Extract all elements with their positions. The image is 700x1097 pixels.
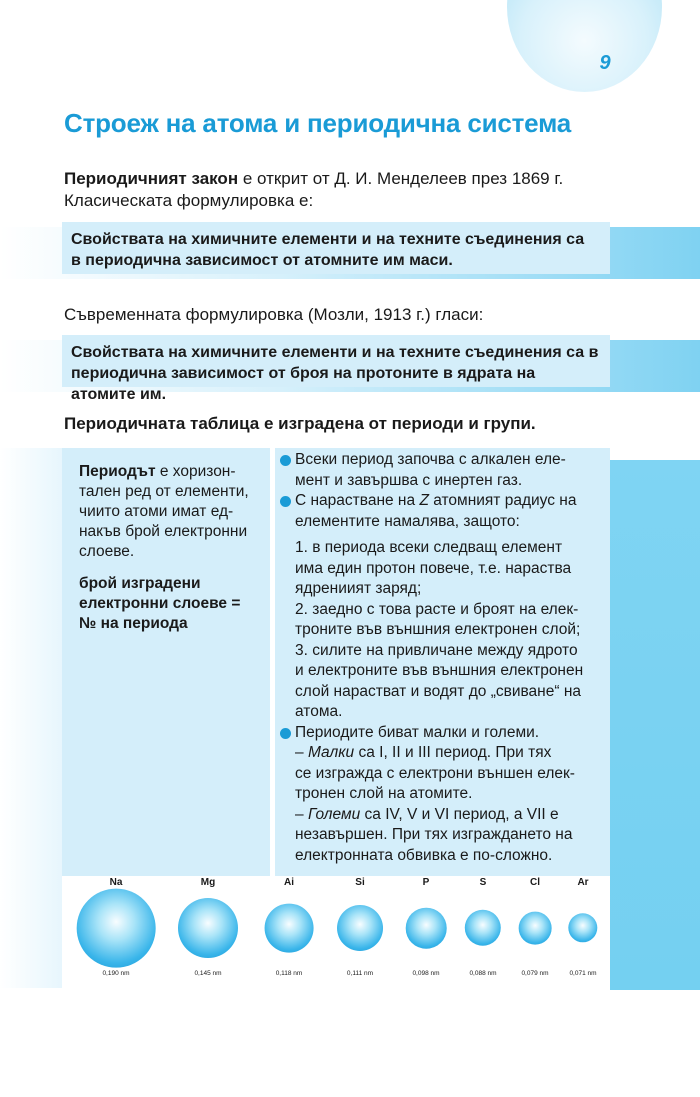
atom-radius-label: 0,190 nm — [102, 970, 130, 977]
atom-symbol: Si — [355, 877, 365, 888]
page-title: Строеж на атома и периодична система — [64, 108, 572, 138]
reason-line: слой нарастват и водят до „свиване“ на — [295, 682, 582, 700]
modern-formulation-line-1: Свойствата на химичните елементи и на техните съединения са в — [71, 344, 599, 361]
modern-formulation-line-2: периодична зависимост от броя на протоните в ядрата на атомите им. — [71, 365, 536, 403]
period-term: Периодът — [79, 463, 156, 480]
small-periods-term: Малки — [307, 744, 355, 761]
bullet-item — [295, 450, 602, 491]
bullet-2-pre: С нарастване на — [295, 492, 420, 509]
dash: – — [295, 744, 308, 761]
atom-ball — [77, 889, 156, 968]
atom-ball — [465, 910, 501, 946]
atom-ball — [519, 912, 552, 945]
reason-line: атома. — [295, 703, 343, 720]
atom-radius-label: 0,118 nm — [275, 970, 303, 977]
page-corner-circle — [507, 0, 662, 92]
atom-symbol: Cl — [530, 877, 540, 888]
period-definition-line-2: тален ред от елементи, — [79, 483, 249, 500]
classic-formulation-line-2: в периодична зависимост от атомните им маси. — [71, 252, 453, 269]
period-definition-line-3: чиито атоми имат ед- — [79, 503, 234, 520]
atom-symbol: P — [422, 877, 430, 888]
atom-symbol: Mg — [200, 877, 216, 888]
atom-radius-label: 0,145 nm — [194, 970, 222, 977]
period-definition — [79, 462, 256, 562]
period-definition-line-1: е хоризон- — [155, 463, 236, 480]
atomic-radius-illustration — [62, 876, 610, 990]
bullet-1-line-2: мент и завършва с инертен газ. — [295, 471, 523, 489]
reason-line: ядрениият заряд; — [295, 580, 422, 597]
reason-line: 2. заедно с това расте и броят на елек- — [295, 600, 579, 618]
atom-ball — [178, 898, 238, 958]
modern-formulation-label: Съвременната формулировка (Мозли, 1913 г.) гласи: — [64, 305, 484, 324]
classic-formulation-label: Класическата формулировка е: — [64, 191, 314, 210]
bullet-dot-icon — [280, 496, 291, 507]
right-decor-strip — [610, 460, 700, 990]
atom-radius-label: 0,098 nm — [412, 970, 440, 977]
atom-symbol: Na — [109, 877, 123, 888]
atom-radius-label: 0,111 nm — [346, 970, 374, 977]
atom-radius-label: 0,079 nm — [521, 970, 549, 977]
large-periods-text: са IV, V и VI период, а VII е — [360, 805, 559, 823]
period-rule-line-3: № на периода — [79, 615, 188, 632]
atom-ball — [265, 904, 314, 953]
period-definition-line-4: накъв брой електронни — [79, 523, 248, 540]
left-decor-band — [0, 448, 62, 988]
dash: – — [295, 805, 308, 823]
radius-reasons — [295, 538, 602, 723]
period-definition-line-5: слоеве. — [79, 543, 135, 560]
large-periods-line-3: електронната обвивка е по-сложно. — [295, 846, 553, 864]
reason-line: има един протон повече, т.е. нараства — [295, 559, 572, 577]
modern-formulation-box — [62, 335, 610, 403]
reason-line: троните във външния електронен слой; — [295, 621, 581, 638]
periodic-law-term: Периодичният закон — [64, 169, 239, 188]
small-periods-text: са I, II и III период. При тях — [354, 744, 552, 761]
large-periods-term: Големи — [307, 805, 361, 823]
periodic-table-heading: Периодичната таблица е изградена от периоди и групи. — [64, 414, 536, 433]
page-number: 9 — [599, 52, 611, 74]
period-facts-cell — [275, 448, 610, 876]
bullet-item — [295, 491, 602, 532]
atom-radius-label: 0,071 nm — [569, 970, 597, 977]
classic-formulation-box — [62, 222, 610, 274]
atomic-number-symbol: Z — [419, 492, 429, 509]
bullet-3-line-1: Периодите биват малки и големи. — [295, 723, 540, 741]
period-rule-line-2: електронни слоеве = — [79, 595, 241, 612]
atom-symbol: S — [479, 877, 487, 888]
period-definition-cell — [62, 448, 270, 876]
bullet-2-line-2: елементите намалява, защото: — [295, 512, 520, 530]
atom-radius-label: 0,088 nm — [469, 970, 497, 977]
bullet-2-post: атомният радиус на — [428, 492, 577, 509]
reason-line: 1. в периода всеки следващ елемент — [295, 539, 563, 556]
atom-ball — [337, 905, 383, 951]
bullet-dot-icon — [280, 455, 291, 466]
classic-formulation-line-1: Свойствата на химичните елементи и на техните съединения са — [71, 231, 585, 248]
bullet-item — [295, 723, 602, 867]
bullet-1-line-1: Всеки период започва с алкален еле- — [295, 451, 566, 468]
reason-line: 3. силите на привличане между ядрото — [295, 641, 578, 659]
atom-ball — [568, 913, 597, 942]
atom-symbol: Ar — [577, 877, 589, 888]
reason-line: и електроните във външния електронен — [295, 662, 584, 679]
atom-symbol: Ai — [284, 877, 294, 888]
atom-ball — [406, 908, 447, 949]
period-rule-line-1: брой изградени — [79, 575, 201, 592]
periodic-law-intro — [64, 168, 624, 212]
periodic-law-intro-text: е открит от Д. И. Менделеев през 1869 г. — [238, 169, 564, 188]
small-periods-line-2: се изгражда с електрони външен елек- — [295, 764, 575, 782]
bullet-dot-icon — [280, 728, 291, 739]
small-periods-line-3: тронен слой на атомите. — [295, 785, 473, 802]
period-rule — [79, 574, 256, 634]
large-periods-line-2: незавършен. При тях изграждането на — [295, 826, 573, 843]
